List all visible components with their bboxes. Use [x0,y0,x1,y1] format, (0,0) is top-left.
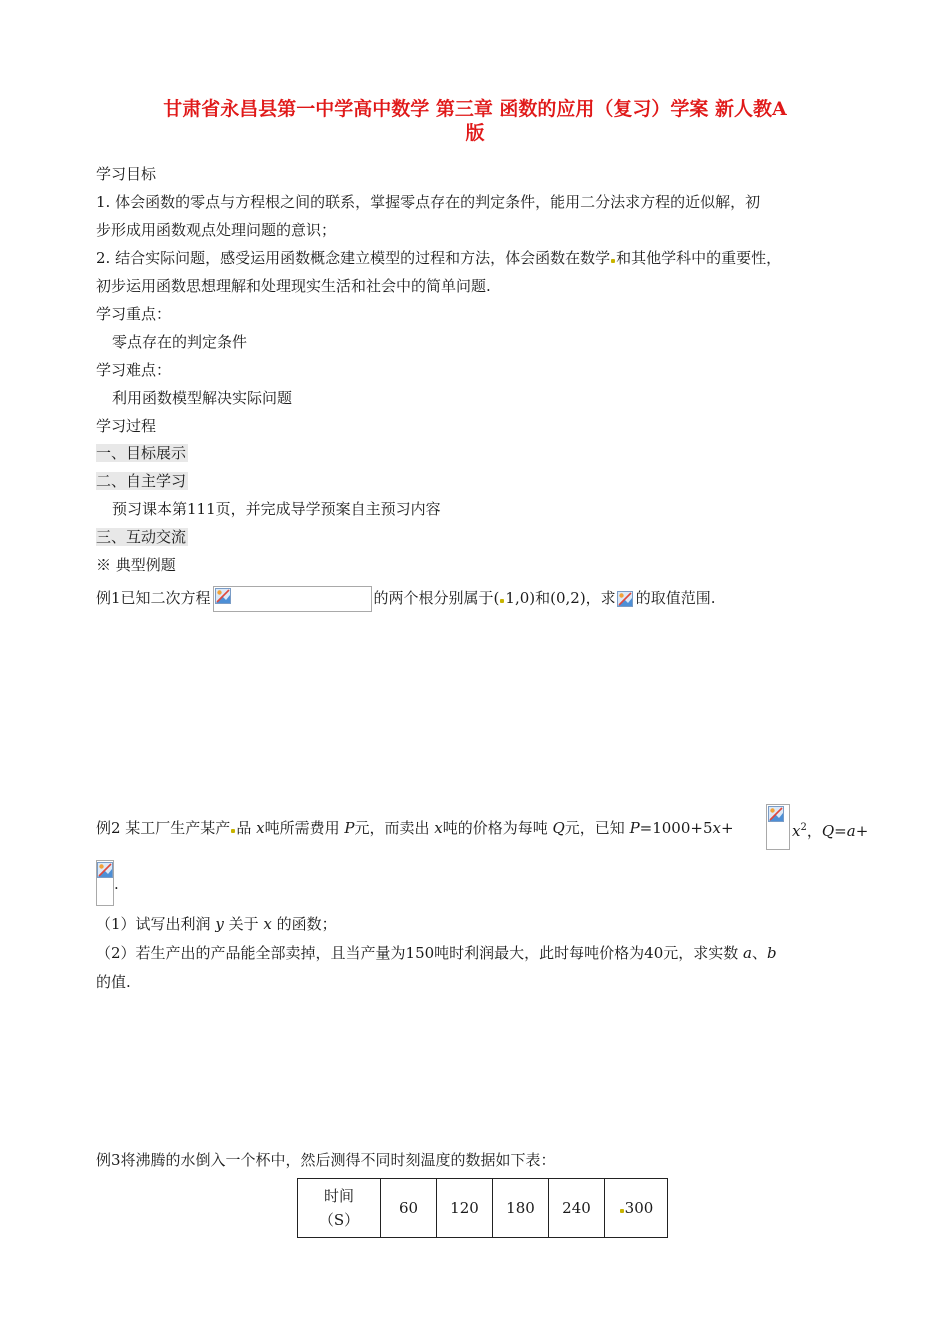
self-study-content: 预习课本第111页，并完成导学预案自主预习内容 [112,500,441,518]
broken-image-icon [215,588,231,604]
document-title [95,97,855,145]
key-point-heading: 学习重点： [96,305,172,323]
objective-2-line-2: 初步运用函数思想理解和处理现实生活和社会中的简单问题. [96,277,491,295]
title-line-1: 甘肃省永昌县第一中学高中数学 第三章 函数的应用（复习）学案 新人教A [163,98,787,120]
difficulty-heading: 学习难点： [96,361,172,379]
equation-image-placeholder [213,586,372,612]
process-heading: 学习过程 [96,417,157,435]
objective-1-line-2: 步形成用函数观点处理问题的意识； [96,221,337,239]
table-cell: 60 [381,1179,437,1238]
marker-dot [231,829,235,833]
difficulty-content: 利用函数模型解决实际问题 [112,389,293,407]
example-1: 例1已知二次方程 的两个根分别属于( 1,0)和(0,2)，求 的取值范围. [96,586,715,612]
marker-dot [620,1209,624,1213]
broken-image-icon [97,862,113,878]
objectives-heading: 学习目标 [96,165,157,183]
temperature-table [297,1178,668,1238]
example-2-question-2: （2）若生产出的产品能全部卖掉，且当产量为150吨时利润最大，此时每吨价格为40元，求实数 a、b [96,944,777,962]
example-2-line-1-tail: $x^2$，Q=a+ [792,822,869,840]
table-cell: 240 [549,1179,605,1238]
typical-examples-heading: ※ 典型例题 [96,556,176,574]
fraction-image-placeholder-2 [96,860,114,906]
table-header-time: 时间 （S） [298,1179,381,1238]
table-cell: 120 [437,1179,493,1238]
section-self-study: 二、自主学习 [96,472,187,490]
marker-dot [500,599,504,603]
parameter-image-placeholder [617,590,635,608]
example-2-question-2-end: 的值. [96,973,131,991]
example-2-question-1: （1）试写出利润 y 关于 x 的函数； [96,915,337,933]
key-point-content: 零点存在的判定条件 [112,333,248,351]
table-row [298,1179,668,1238]
title-line-2: 版 [465,122,485,144]
example-3-text: 例3将沸腾的水倒入一个杯中，然后测得不同时刻温度的数据如下表： [96,1151,556,1169]
broken-image-icon [768,806,784,822]
broken-image-icon [617,591,633,607]
fraction-image-placeholder [766,804,790,850]
objective-1-line-1: 1. 体会函数的零点与方程根之间的联系，掌握零点存在的判定条件，能用二分法求方程的近似解，初 [96,193,761,211]
table-cell: 180 [493,1179,549,1238]
section-goals: 一、目标展示 [96,444,187,462]
table-cell: 300 [605,1179,668,1238]
example-2-line-1: 例2 某工厂生产某产 品 x吨所需费用 P元，而卖出 x吨的价格为每吨 Q元，已知 P=1000+5x+ [96,819,734,837]
objective-2-line-1: 2. 结合实际问题，感受运用函数概念建立模型的过程和方法，体会函数在数学 和其他学科中的重要性， [96,249,782,267]
example-2-period: . [114,875,119,893]
section-interaction: 三、互动交流 [96,528,187,546]
marker-dot [611,259,615,263]
